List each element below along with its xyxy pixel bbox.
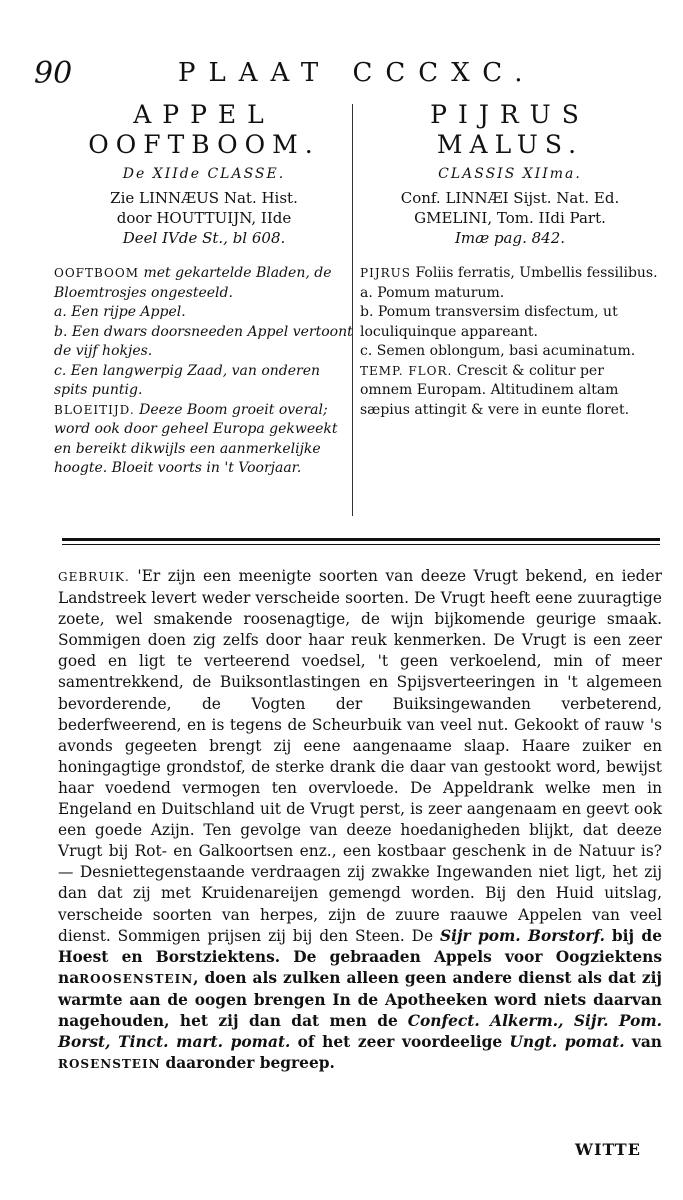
latin-ref-1: Conf. LINNÆI Sijst. Nat. Ed. <box>400 189 620 207</box>
dutch-item-b: b. Een dwars doorsneeden Appel vertoont de vijf hokjes. <box>54 323 353 359</box>
body-ungt: Ungt. pomat. <box>509 1033 625 1052</box>
gebruik-label: GEBRUIK. <box>58 570 130 584</box>
latin-item-a: a. Pomum maturum. <box>360 284 505 301</box>
body-roos-2: ROSENSTEIN <box>58 1057 161 1072</box>
latin-bloei-label: TEMP. FLOR. <box>360 363 453 378</box>
latin-ref-3: Imæ pag. 842. <box>454 229 566 247</box>
gebruik-paragraph <box>58 566 662 1075</box>
dutch-ref-3: Deel IVde St., bl 608. <box>122 229 286 247</box>
dutch-item-c: c. Een langwerpig Zaad, van onderen spits puntig. <box>54 362 321 398</box>
body-text-1: 'Er zijn een meenigte soorten van deeze Vrugt bekend, en ieder Landstreek levert weder verscheide soorten. De Vrugt heeft eene zuuragtige zoete, wel smakende roosenagtige, de wijn bijkomende geurige smaak. Sommigen doen zig zelfs door haar reuk kenmerken. De Vrugt is een zeer goed en ligt te verteerend voedsel, 't geen verkoelend, min of meer samentrekkend, de Buiksontlastingen en Spijsverteeringen in 't algemeen bevorderende, de Vogten der Buiksingewanden verbeterend, bederfweerend, en is tegens de Scheurbuik van veel nut. Gekookt of rauw 's avonds gegeeten brengt zij eene aangenaame slaap. Haare zuiker en honingagtige grondstof, de sterke drank die daar van gestookt word, bewijst haar voedend vermogen ten overvloede. De Appeldrank welke men in Engeland en Duitschland uit de Vrugt perst, is zeer aangenaam en geevt ook een goede Azijn. Ten gevolge van deeze hoedanigheden blijkt, dat deeze Vrugt bij Rot- en Galkoortsen enz., een kostbaar geschenk in de Natuur is? — Desniettegenstaande verdraagen zij zwakke Ingewanden niet ligt, het zij dan dat zij met Kruidenareijen gemengd worden. Bij den Huid uitslag, verscheide soorten van herpes, zijn de zuure raauwe Appelen van veel dienst. Sommigen prijsen zij bij den Steen. De <box>58 567 662 945</box>
body-text-2: bij de Hoest en Borstziektens. De gebraaden Appels voor Oogziektens na <box>58 926 662 987</box>
dutch-ref-2: door HOUTTUIJN, IIde <box>116 209 292 227</box>
dutch-item-a: a. Een rijpe Appel. <box>54 304 186 320</box>
plate-title: PLAAT CCCXC. <box>178 58 536 88</box>
dutch-title-1: APPEL <box>133 100 275 129</box>
latin-item-b: b. Pomum transversim disfectum, ut loculiquinque appareant. <box>360 304 618 340</box>
latin-title-1: PIJRUS <box>430 100 590 129</box>
latin-description <box>360 264 660 420</box>
latin-reference <box>360 188 660 248</box>
latin-class-line: CLASSIS XIIma. <box>438 166 582 182</box>
latin-column <box>360 100 660 420</box>
section-rule-thin <box>62 544 660 545</box>
latin-desc-lead: PIJRUS <box>360 266 411 280</box>
page-number: 90 <box>34 56 73 91</box>
dutch-ref-1: Zie LINNÆUS Nat. Hist. <box>110 189 298 207</box>
body-sijr: Sijr pom. Borstorf. <box>439 926 605 945</box>
dutch-bloei-text: Deeze Boom groeit overal; word ook door geheel Europa gekweekt en bereikt dikwijls een aanmerkelijke hoogte. Bloeit voorts in 't Voorjaar. <box>54 401 338 476</box>
latin-title-2: MALUS. <box>436 130 584 159</box>
dutch-description <box>54 264 354 479</box>
latin-ref-2: GMELINI, Tom. IIdi Part. <box>414 209 606 227</box>
dutch-desc-lead: OOFTBOOM <box>54 266 140 280</box>
body-text-6: daaronder begreep. <box>165 1054 335 1073</box>
dutch-title-2: OOFTBOOM. <box>88 130 320 159</box>
body-text-5: van <box>631 1033 662 1052</box>
dutch-desc-rest: met gekartelde Bladen, de Bloemtrosjes ongesteeld. <box>54 265 332 301</box>
body-text-3: , doen als zulken alleen geen andere dienst als dat zij warmte aan de oogen brengen In de Apotheeken word niets daarvan nagehouden, het zij dan dat men de <box>58 968 662 1030</box>
latin-bloei-text: Crescit & colitur per omnem Europam. Altitudinem altam sæpius attingit & vere in eunte floret. <box>360 362 630 418</box>
body-text-4: of het zeer voordeelige <box>297 1033 503 1052</box>
section-rule-thick <box>62 538 660 541</box>
dutch-class-line: De XIIde CLASSE. <box>122 166 286 182</box>
latin-item-c: c. Semen oblongum, basi acuminatum. <box>360 343 636 359</box>
dutch-reference <box>54 188 354 248</box>
body-roos-1: ROOSENSTEIN <box>79 971 194 986</box>
catchword: WITTE <box>575 1140 641 1159</box>
dutch-column <box>54 100 354 479</box>
dutch-bloei-label: BLOEITIJD. <box>54 402 135 417</box>
body-confect: Confect. Alkerm., Sijr. Pom. Borst, Tinct. mart. pomat. <box>58 1011 662 1052</box>
latin-desc-rest: Foliis ferratis, Umbellis fessilibus. <box>415 265 658 281</box>
